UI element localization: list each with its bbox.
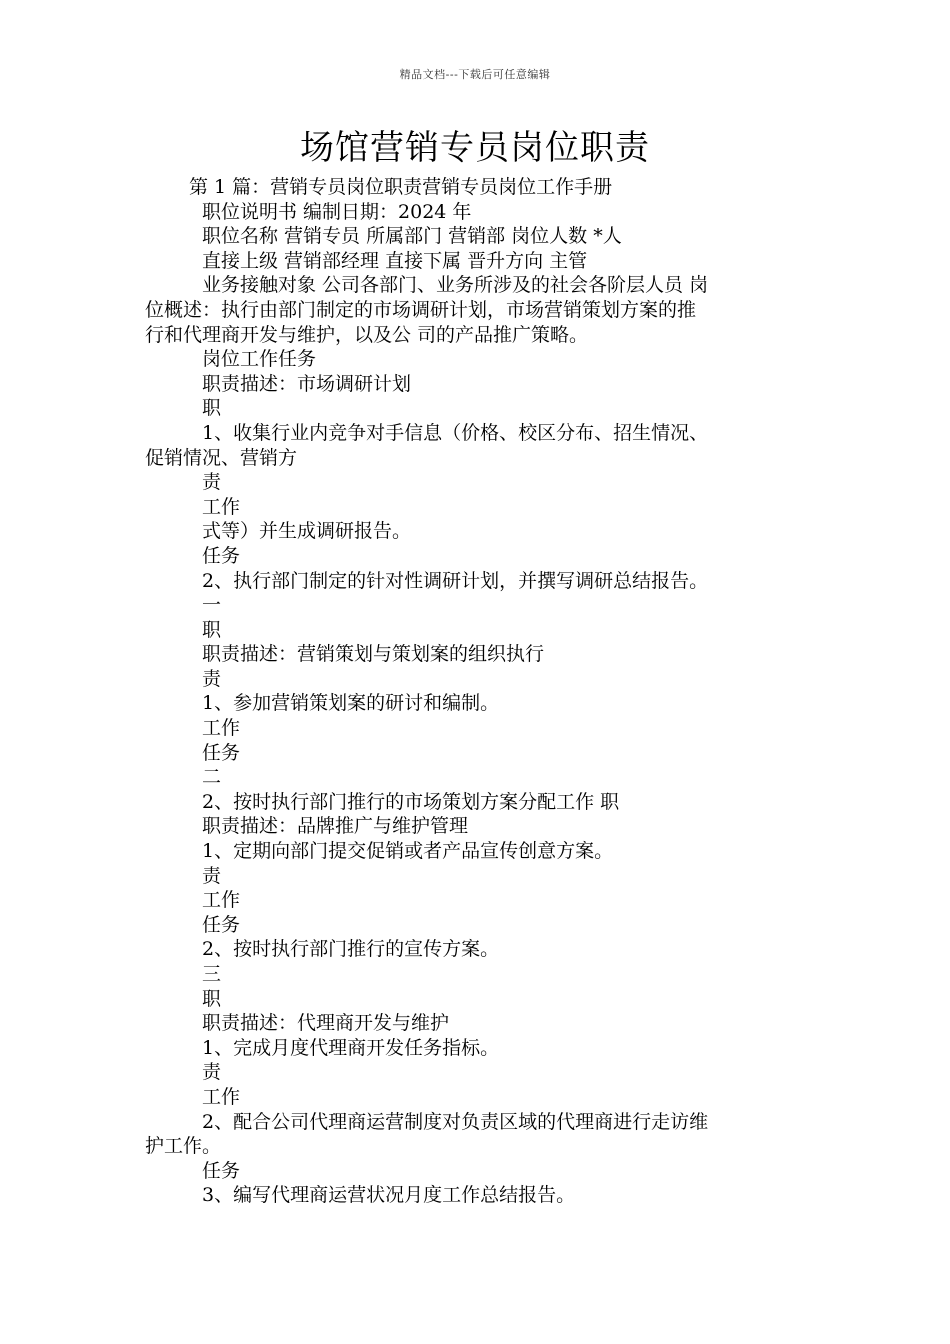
- body-line: 2、执行部门制定的针对性调研计划，并撰写调研总结报告。: [202, 569, 709, 592]
- body-line: 1、参加营销策划案的研讨和编制。: [202, 692, 500, 715]
- body-line: 1、定期向部门提交促销或者产品宣传创意方案。: [202, 840, 614, 863]
- body-line: 工作: [202, 1085, 241, 1108]
- body-line: 职: [202, 618, 222, 641]
- body-line: 任务: [202, 741, 241, 764]
- body-line: 1、完成月度代理商开发任务指标。: [202, 1036, 500, 1059]
- body-line: 工作: [202, 495, 241, 518]
- body-line: 责: [202, 471, 222, 494]
- body-line: 2、按时执行部门推行的市场策划方案分配工作 职: [202, 790, 620, 813]
- body-line: 2、配合公司代理商运营制度对负责区域的代理商进行走访维: [202, 1110, 709, 1133]
- body-line: 第 1 篇：营销专员岗位职责营销专员岗位工作手册: [189, 176, 613, 198]
- body-line: 护工作。: [145, 1135, 222, 1158]
- body-line: 一: [202, 594, 222, 617]
- document-title: 场馆营销专员岗位职责: [300, 128, 650, 168]
- body-line: 二: [202, 766, 222, 789]
- body-line: 职位说明书 编制日期：2024 年: [202, 200, 472, 223]
- body-line: 职责描述：市场调研计划: [202, 372, 412, 395]
- body-line: 位概述：执行由部门制定的市场调研计划，市场营销策划方案的推: [145, 298, 697, 321]
- body-line: 促销情况、营销方: [145, 446, 298, 469]
- body-line: 职: [202, 397, 222, 420]
- body-line: 职: [202, 987, 222, 1010]
- body-line: 责: [202, 1061, 222, 1084]
- body-line: 职位名称 营销专员 所属部门 营销部 岗位人数 *人: [202, 225, 622, 248]
- body-line: 任务: [202, 544, 241, 567]
- body-line: 1、收集行业内竞争对手信息（价格、校区分布、招生情况、: [202, 421, 709, 444]
- body-line: 责: [202, 667, 222, 690]
- body-line: 任务: [202, 1159, 241, 1182]
- body-line: 3、编写代理商运营状况月度工作总结报告。: [202, 1184, 576, 1207]
- body-line: 直接上级 营销部经理 直接下属 晋升方向 主管: [202, 249, 588, 272]
- body-line: 行和代理商开发与维护，以及公 司的产品推广策略。: [145, 323, 589, 346]
- body-line: 职责描述：营销策划与策划案的组织执行: [202, 643, 545, 666]
- body-line: 业务接触对象 公司各部门、业务所涉及的社会各阶层人员 岗: [202, 274, 709, 297]
- body-line: 责: [202, 864, 222, 887]
- body-line: 岗位工作任务: [202, 348, 317, 371]
- body-line: 职责描述：代理商开发与维护: [202, 1012, 450, 1035]
- body-line: 任务: [202, 913, 241, 936]
- body-line: 工作: [202, 889, 241, 912]
- body-line: 2、按时执行部门推行的宣传方案。: [202, 938, 500, 961]
- document-body: [145, 175, 810, 1208]
- body-line: 三: [202, 963, 222, 985]
- body-line: 式等）并生成调研报告。: [202, 520, 412, 543]
- header-note: 精品文档---下载后可任意编辑: [399, 68, 551, 81]
- body-line: 工作: [202, 717, 241, 740]
- body-line: 职责描述：品牌推广与维护管理: [202, 815, 469, 838]
